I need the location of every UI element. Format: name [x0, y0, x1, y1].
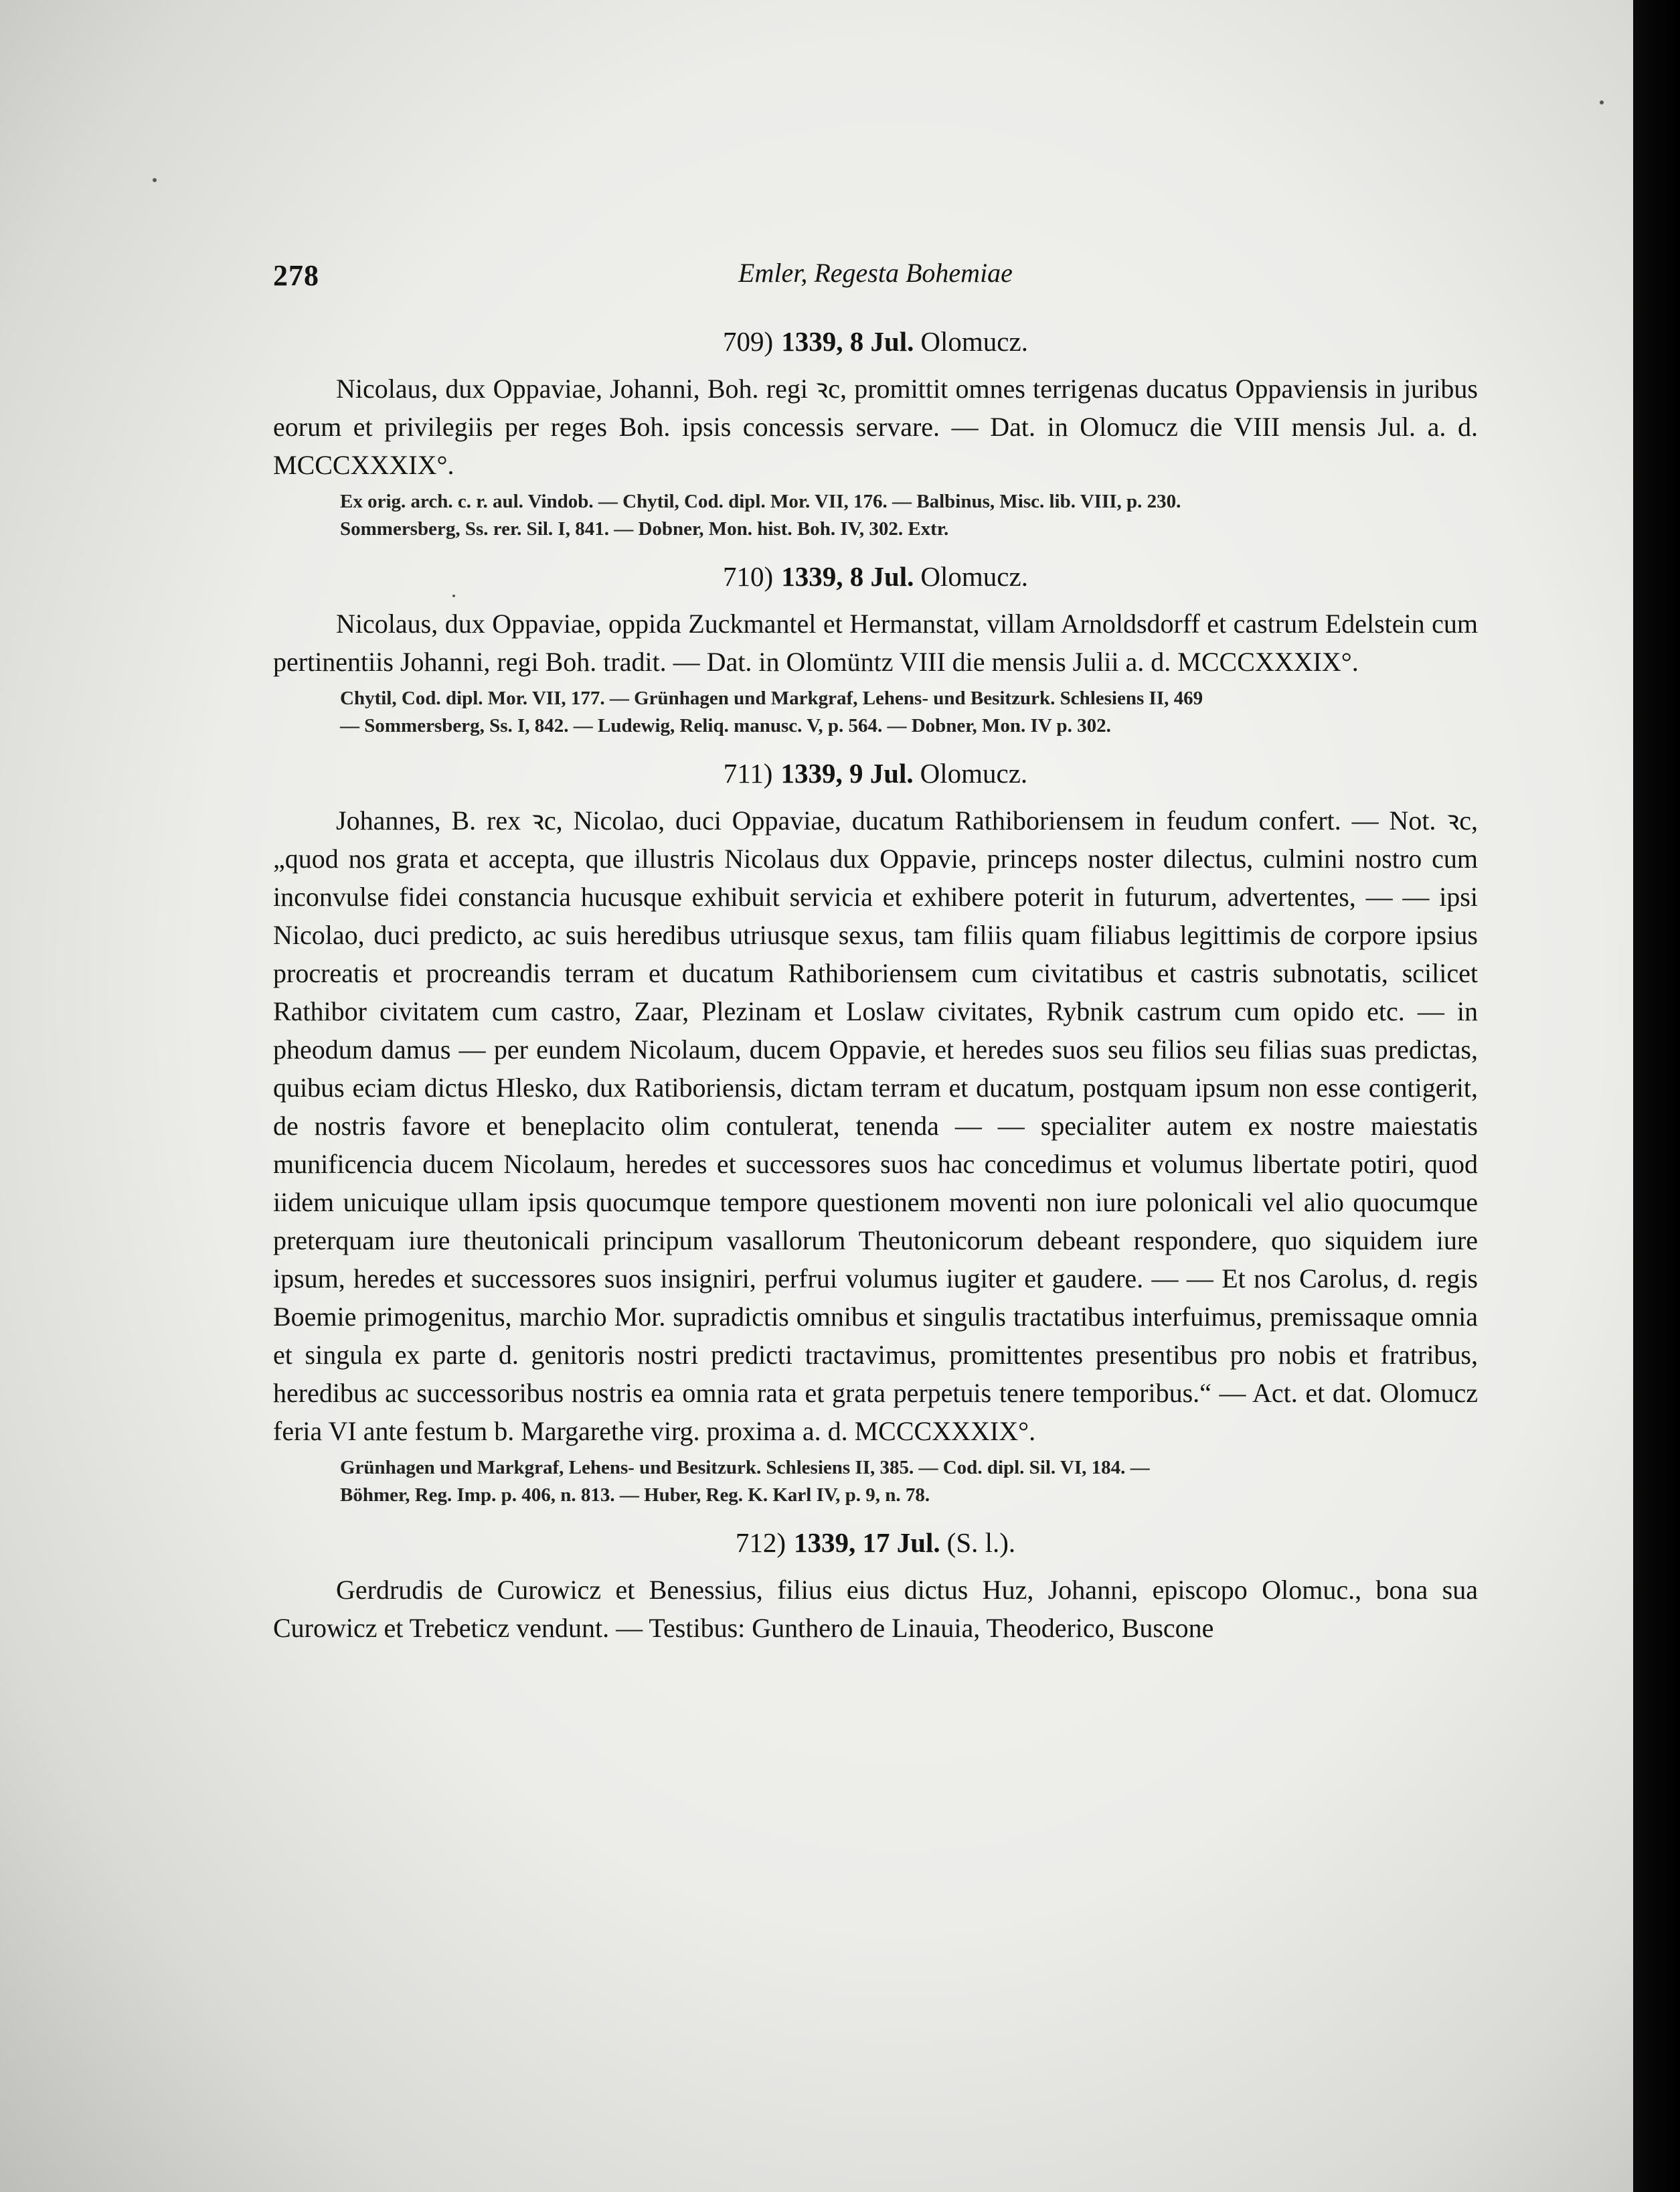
- entry-date: 1339, 9 Jul.: [780, 758, 914, 789]
- entry-heading: [273, 755, 1478, 792]
- entry-place: Olomucz.: [920, 326, 1028, 357]
- source-line: — Sommersberg, Ss. I, 842. — Ludewig, Reliq. manusc. V, p. 564. — Dobner, Mon. IV p. 302.: [340, 715, 1111, 736]
- entry-number: 710): [723, 561, 774, 592]
- source-line: Sommersberg, Ss. rer. Sil. I, 841. — Dobner, Mon. hist. Boh. IV, 302. Extr.: [340, 518, 949, 540]
- regest-entry-709: [273, 323, 1478, 543]
- entry-sources: [273, 1454, 1478, 1509]
- scan-speck: [153, 178, 157, 182]
- page-number: 278: [273, 259, 319, 292]
- entry-sources: [273, 488, 1478, 543]
- entry-text: Nicolaus, dux Oppaviae, Johanni, Boh. regi ꝛc, promittit omnes terrigenas ducatus Oppaviensis in juribus eorum et privilegiis per reges Boh. ipsis concessis servare. — Dat. in Olomucz die VIII mensis Jul. a. d. MCCCXXXIX°.: [273, 374, 1478, 480]
- source-line: Chytil, Cod. dipl. Mor. VII, 177. — Grünhagen und Markgraf, Lehens- und Besitzurk. Schlesiens II, 469: [340, 688, 1203, 709]
- entry-heading: [273, 558, 1478, 595]
- entry-date: 1339, 17 Jul.: [793, 1527, 940, 1558]
- entry-place: Olomucz.: [920, 758, 1028, 789]
- entry-text: Gerdrudis de Curowicz et Benessius, filius eius dictus Huz, Johanni, episcopo Olomuc., bona sua Curowicz et Trebeticz vendunt. — Testibus: Gunthero de Linauia, Theoderico, Buscone: [273, 1575, 1478, 1643]
- entry-date: 1339, 8 Jul.: [781, 561, 914, 592]
- entry-date: 1339, 8 Jul.: [781, 326, 914, 357]
- regest-entry-711: [273, 755, 1478, 1509]
- entry-number: 709): [723, 326, 774, 357]
- scan-border: [1633, 0, 1680, 2192]
- entry-place: Olomucz.: [920, 561, 1028, 592]
- entry-text: Nicolaus, dux Oppaviae, oppida Zuckmantel et Hermanstat, villam Arnoldsdorff et castrum Edelstein cum pertinentiis Johanni, regi Boh. tradit. — Dat. in Olomüntz VIII die mensis Julii a. d. MCCCXXXIX°.: [273, 609, 1478, 677]
- entry-heading: [273, 1524, 1478, 1561]
- entry-heading: [273, 323, 1478, 360]
- entry-place: (S. l.).: [946, 1527, 1016, 1558]
- entry-text: Johannes, B. rex ꝛc, Nicolao, duci Oppaviae, ducatum Rathiboriensem in feudum confert. — Not. ꝛc, „quod nos grata et accepta, que illustris Nicolaus dux Oppavie, princeps noster dilectus, culmini nostro cum inconvulse fidei constancia hucusque exhibuit servicia et exhibere poterit in futurum, advertentes, — — ipsi Nicolao, duci predicto, ac suis heredibus utriusque sexus, tam filiis quam filiabus legittimis de corpore ipsius procreatis et procreandis terram et ducatum Rathiboriensem cum civitatibus et castris subnotatis, scilicet Rathibor civitatem cum castro, Zaar, Plezinam et Loslaw civitates, Rybnik castrum cum opido etc. — in pheodum damus — per eundem Nicolaum, ducem Oppavie, et heredes suos seu filios seu filias suas predictas, quibus eciam dictus Hlesko, dux Ratiboriensis, dictam terram et ducatum, postquam ipsum non esse contigerit, de nostris favore et beneplacito olim contulerat, tenenda — — specialiter autem ex nostre maiestatis munificencia ducem Nicolaum, heredes et successores suos hac concedimus et volumus libertate potiri, quod iidem unicuique ullam ipsis quocumque tempore questionem moventi non iure polonicali vel alio quocumque preterquam iure theutonicali principum vasallorum Theutonicorum debeant respondere, quo siquidem iure ipsum, heredes et successores suos insigniri, perfrui volumus iugiter et gaudere. — — Et nos Carolus, d. regis Boemie primogenitus, marchio Mor. supradictis omnibus et singulis tractatibus interfuimus, premissaque omnia et singula ex parte d. genitoris nostri predicti tractavimus, promittentes presentibus pro nobis et fratribus, heredibus ac successoribus nostris ea omnia rata et grata perpetuis tenere temporibus.“ — Act. et dat. Olomucz feria VI ante festum b. Margarethe virg. proxima a. d. MCCCXXXIX°.: [273, 805, 1478, 1446]
- entry-number: 711): [723, 758, 773, 789]
- source-line: Böhmer, Reg. Imp. p. 406, n. 813. — Huber, Reg. K. Karl IV, p. 9, n. 78.: [340, 1484, 930, 1506]
- entry-sources: [273, 685, 1478, 740]
- regest-entry-710: [273, 558, 1478, 740]
- page-content: [273, 248, 1478, 1647]
- page-header: [273, 248, 1478, 308]
- source-line: Ex orig. arch. c. r. aul. Vindob. — Chytil, Cod. dipl. Mor. VII, 176. — Balbinus, Misc. lib. VIII, p. 230.: [340, 491, 1181, 512]
- source-line: Grünhagen und Markgraf, Lehens- und Besitzurk. Schlesiens II, 385. — Cod. dipl. Sil. VI, 184. —: [340, 1457, 1150, 1478]
- running-title: Emler, Regesta Bohemiae: [738, 258, 1013, 288]
- scan-speck: [1600, 100, 1604, 104]
- regest-entry-712: [273, 1524, 1478, 1647]
- entry-number: 712): [735, 1527, 786, 1558]
